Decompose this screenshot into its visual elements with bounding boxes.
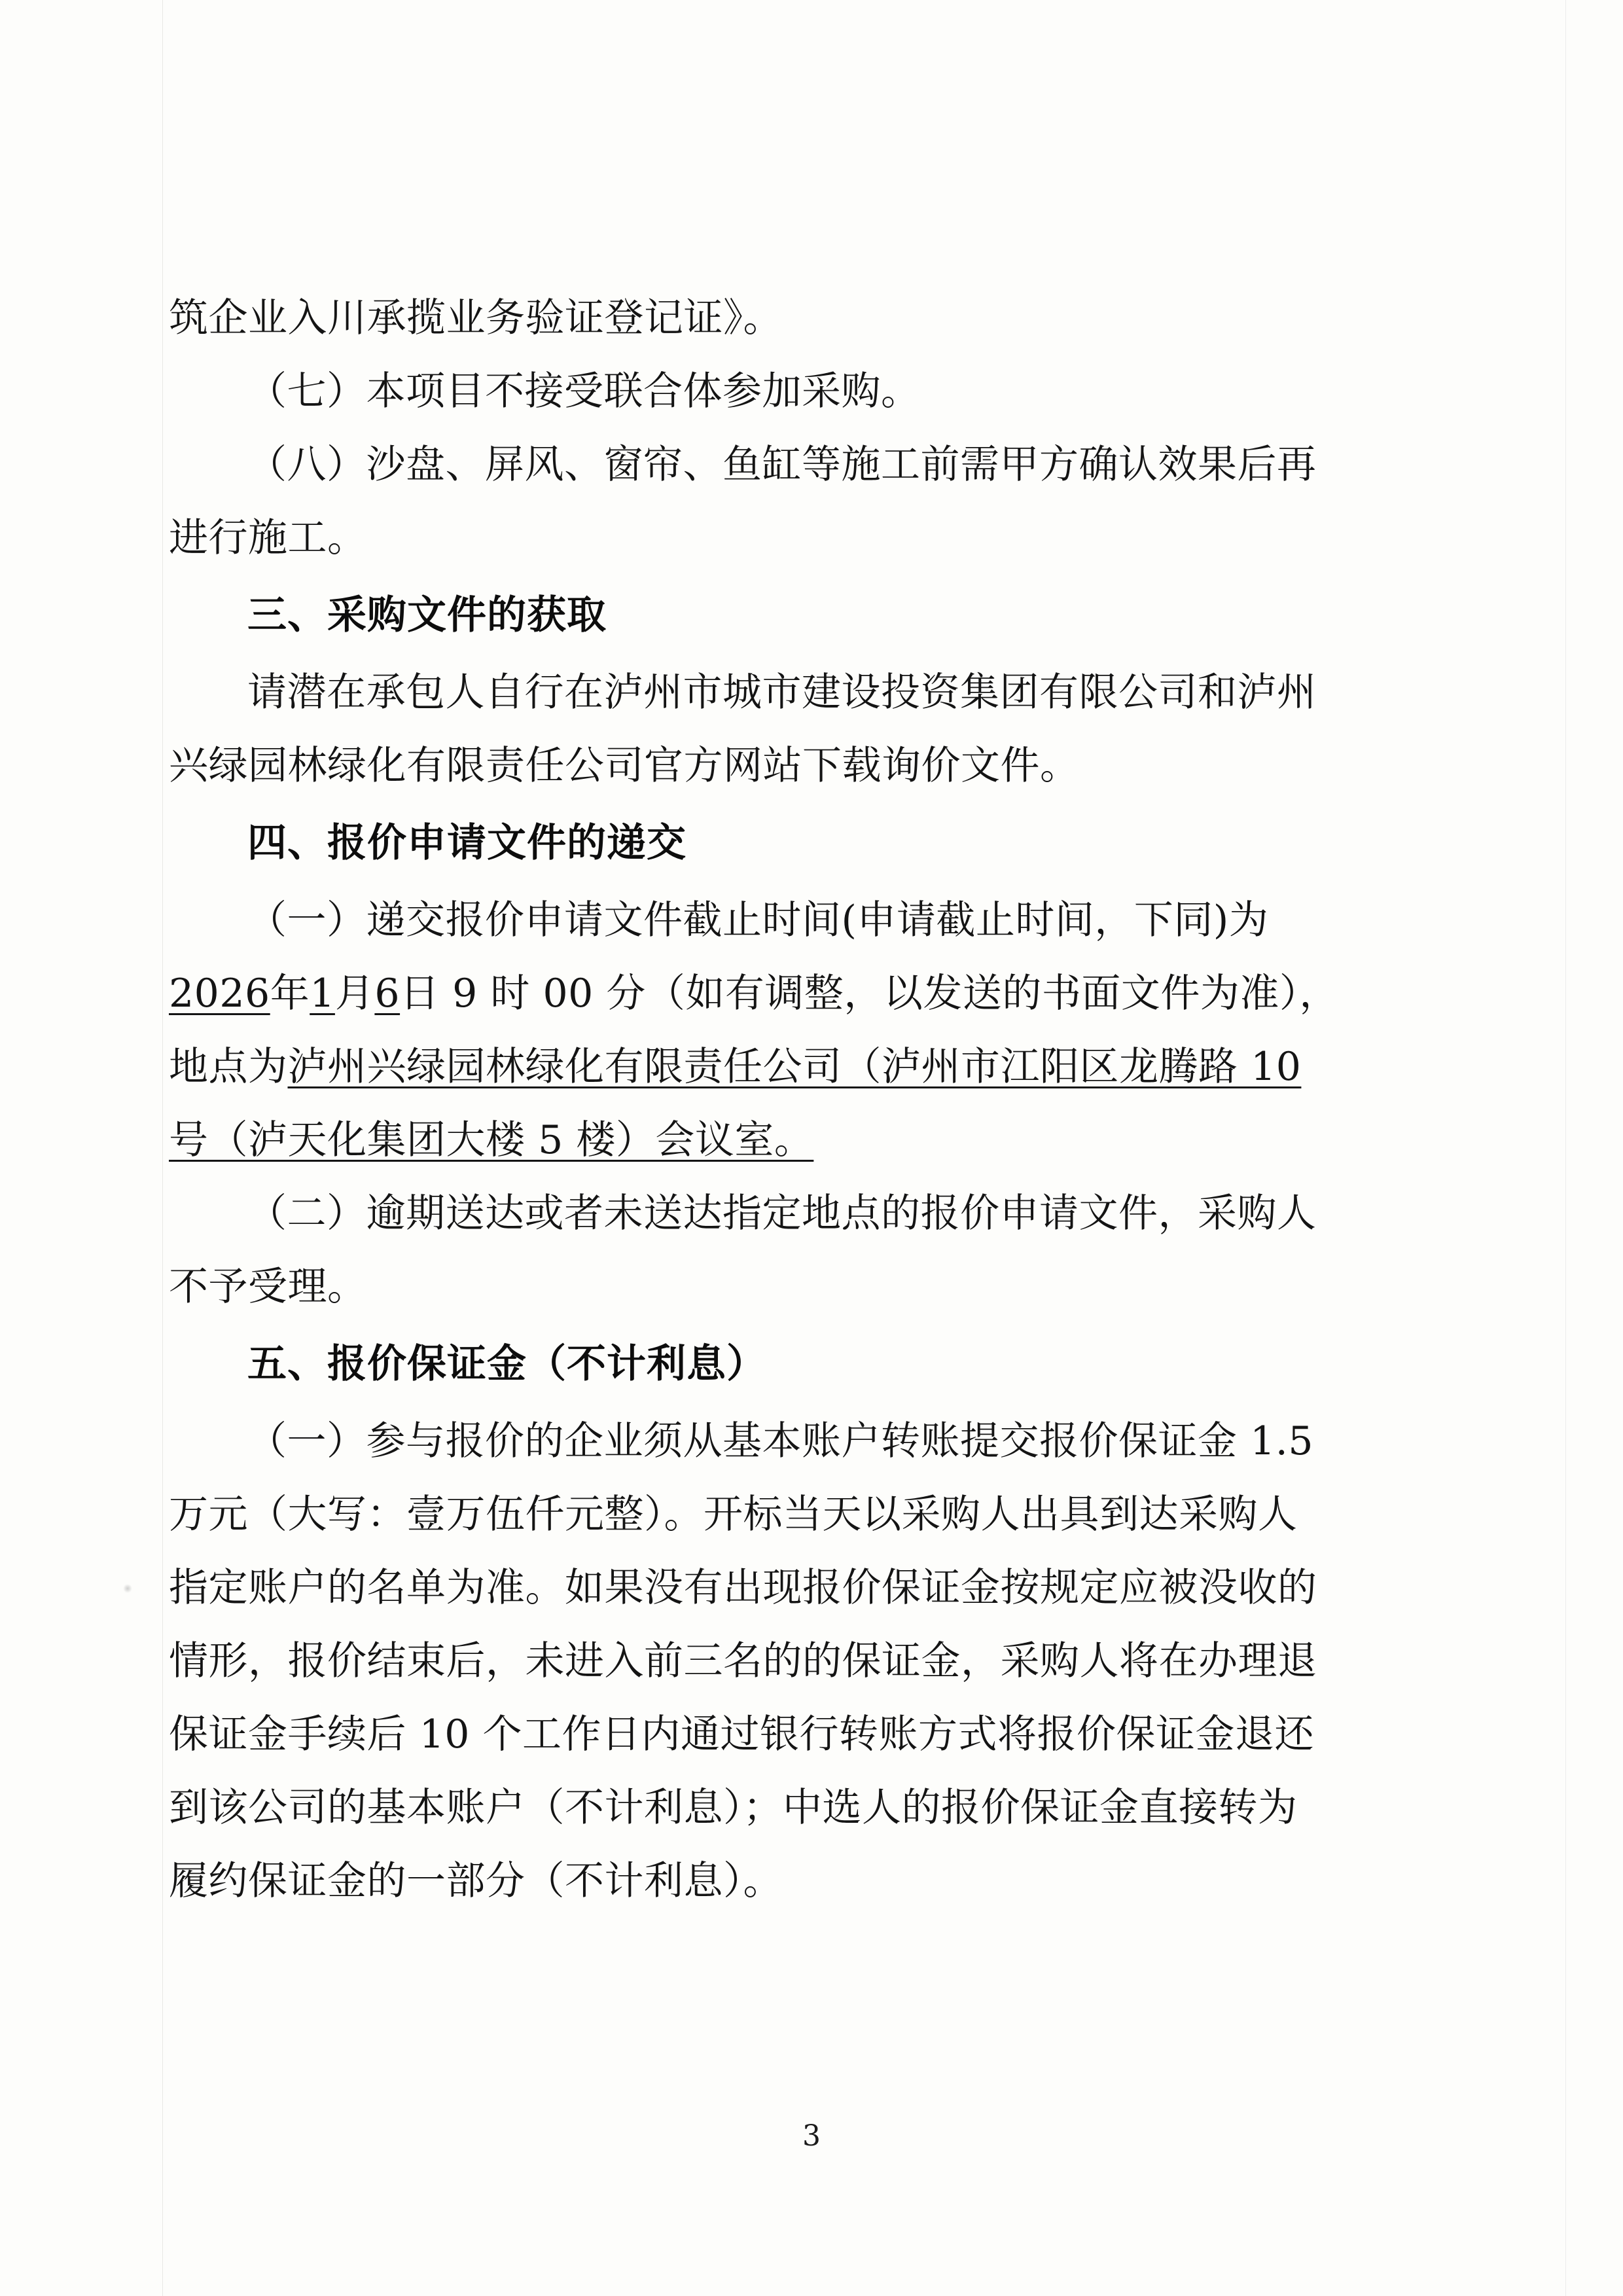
underlined-text: 1 bbox=[310, 971, 335, 1016]
paragraph-line: 情形，报价结束后，未进入前三名的的保证金，采购人将在办理退 bbox=[169, 1638, 1317, 1684]
paragraph-line: 到该公司的基本账户（不计利息）；中选人的报价保证金直接转为 bbox=[169, 1785, 1298, 1831]
paragraph-line: 请潜在承包人自行在泸州市城市建设投资集团有限公司和泸州 bbox=[247, 670, 1317, 715]
paragraph-line: 兴绿园林绿化有限责任公司官方网站下载询价文件。 bbox=[169, 743, 1080, 789]
paragraph-line: 进行施工。 bbox=[169, 515, 367, 561]
paragraph-line: （一）递交报价申请文件截止时间(申请截止时间，下同)为 bbox=[247, 897, 1269, 943]
underlined-text: 泸州兴绿园林绿化有限责任公司（泸州市江阳区龙腾路 10 bbox=[287, 1044, 1302, 1090]
document-body bbox=[169, 281, 1555, 1918]
plain-text: 地点为 bbox=[169, 1044, 288, 1090]
page-edge-left bbox=[162, 0, 163, 2296]
paragraph-line: 保证金手续后 10 个工作日内通过银行转账方式将报价保证金退还 bbox=[169, 1712, 1314, 1757]
underlined-text: 号（泸天化集团大楼 5 楼）会议室。 bbox=[169, 1117, 814, 1163]
plain-text: 月 bbox=[334, 971, 375, 1016]
plain-text: 年 bbox=[270, 971, 310, 1016]
paragraph-line: 筑企业入川承揽业务验证登记证》。 bbox=[169, 295, 783, 341]
section-heading: 五、报价保证金（不计利息） bbox=[247, 1341, 766, 1387]
paragraph-line: 不予受理。 bbox=[169, 1264, 367, 1310]
section-heading: 三、采购文件的获取 bbox=[247, 592, 607, 638]
paragraph-line: （一）参与报价的企业须从基本账户转账提交报价保证金 1.5 bbox=[247, 1418, 1313, 1464]
paragraph-line: （七）本项目不接受联合体参加采购。 bbox=[247, 368, 921, 414]
paragraph-line: （二）逾期送达或者未送达指定地点的报价申请文件，采购人 bbox=[247, 1191, 1317, 1236]
paragraph-line: （八）沙盘、屏风、窗帘、鱼缸等施工前需甲方确认效果后再 bbox=[247, 442, 1317, 488]
underlined-text: 2026 bbox=[169, 971, 270, 1016]
plain-text: 日 9 时 00 分（如有调整，以发送的书面文件为准）， bbox=[400, 971, 1339, 1016]
underlined-text: 6 bbox=[374, 971, 401, 1016]
page-number: 3 bbox=[802, 2119, 821, 2153]
page-edge-right bbox=[1565, 0, 1566, 2296]
paragraph-line: 指定账户的名单为准。如果没有出现报价保证金按规定应被没收的 bbox=[169, 1565, 1317, 1611]
paragraph-line-underlined bbox=[169, 1030, 1555, 1103]
paper-smudge bbox=[123, 1584, 132, 1593]
section-heading: 四、报价申请文件的递交 bbox=[247, 820, 687, 866]
paragraph-line: 履约保证金的一部分（不计利息）。 bbox=[169, 1858, 783, 1904]
paragraph-line-underlined bbox=[169, 957, 1555, 1030]
paragraph-line-underlined bbox=[169, 1103, 1555, 1177]
paragraph-line: 万元（大写：壹万伍仟元整）。开标当天以采购人出具到达采购人 bbox=[169, 1492, 1298, 1537]
